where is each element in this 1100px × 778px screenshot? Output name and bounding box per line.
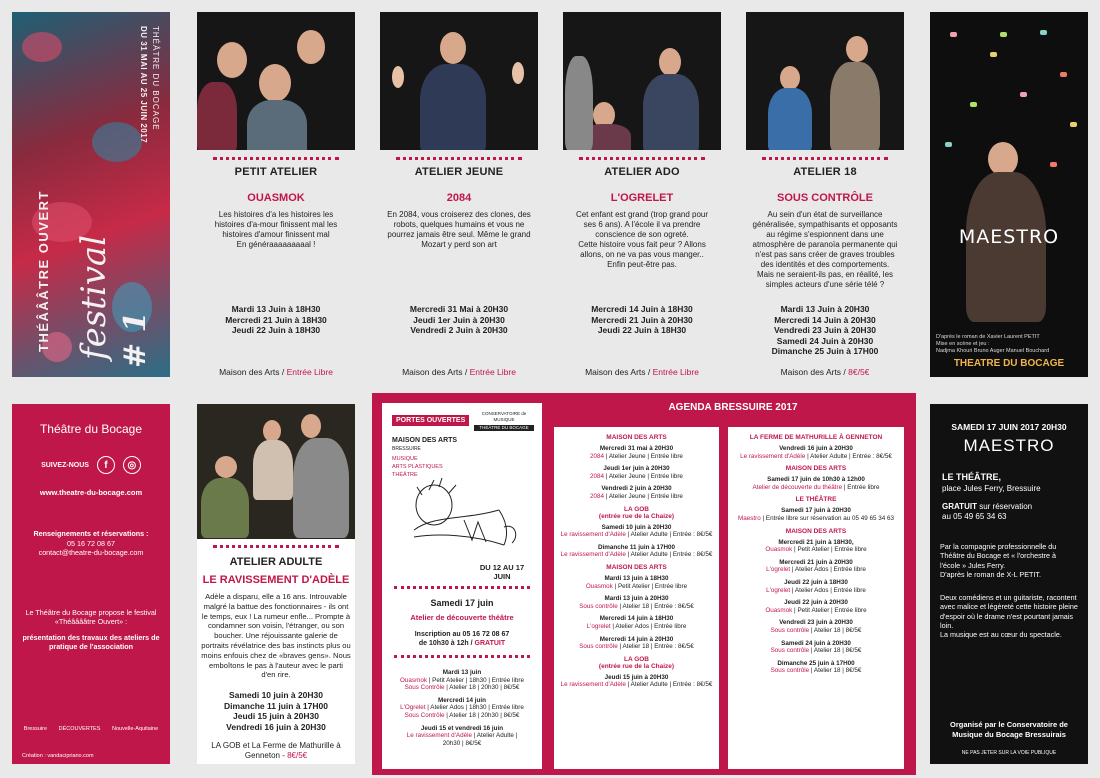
agenda-entry: Vendredi 16 juin à 20H30 Le ravissement d'Adèle | Atelier Adulte | Entrée : 8€/5€ [740, 445, 892, 460]
event-description-1: Par la compagnie professionnelle du Théâtre du Bocage et « l'orchestre à l'école » Jules Ferry. D'après le roman de X-L PETIT. [940, 542, 1057, 579]
agenda-entry: Vendredi 23 juin à 20H30 Sous contrôle | Atelier 18 | 8€/5€ [770, 619, 862, 634]
show-dates: Mercredi 31 Mai à 20H30 Jeudi 1er Juin à 20H30 Vendredi 2 Juin à 20H30 [409, 304, 509, 335]
agenda-entry: Jeudi 22 juin à 18H30 L'ogrelet | Atelier Ados | Entrée libre [766, 578, 866, 594]
portes-ouvertes [382, 403, 542, 769]
atelier-title: Atelier de découverte théâtre [410, 613, 514, 622]
show-description: En 2084, vous croiserez des clones, des robots, quelques humains et vous ne pourrez jamais être seul. Même le grand Mozart y perd son art [387, 210, 531, 249]
cover-festival-number: # 1 [118, 311, 153, 368]
phone-number: 05 16 72 08 67 [67, 538, 115, 548]
contact-info: Renseignements et réservations : 05 16 72 08 67 contact@theatre-du-bocage.com [20, 529, 162, 558]
workshop-petit-atelier [197, 12, 355, 377]
logo-bressuire: Bressuire [23, 726, 48, 732]
workshop-atelier-ado [563, 12, 721, 377]
agenda-entry: Dimanche 11 juin à 17H00 Le ravissement d'Adèle | Atelier Adulte | Entrée : 8€/5€ [560, 543, 713, 559]
workshop-atelier-adulte [197, 404, 355, 764]
show-dates: Samedi 10 juin à 20H30 Dimanche 11 juin à 17H00 Jeudi 15 juin à 20H30 Vendredi 16 juin à 20H30 [224, 690, 328, 732]
agenda-entry: Jeudi 15 juin à 20H30 Le ravissement d'Adèle | Atelier Adulte | Entrée : 8€/5€ [560, 673, 713, 689]
show-place: Maison des Arts / Entrée Libre [402, 367, 516, 377]
poster-footer: THEATRE DU BOCAGE [953, 358, 1065, 369]
decor-blob [92, 122, 142, 162]
decor-blob [22, 32, 62, 62]
show-title: SOUS CONTRÔLE [777, 192, 873, 204]
agenda-entry: Samedi 10 juin à 20H30 Le ravissement d'Adèle | Atelier Adulte | Entrée : 8€/5€ [560, 523, 713, 539]
price: Entrée Libre [652, 367, 699, 377]
partner-logos [18, 726, 164, 732]
agenda-column-1 [554, 427, 719, 769]
agenda-entry: Mercredi 21 juin à 20H30 L'ogrelet | Atelier Ados | Entrée libre [766, 558, 866, 574]
logo-decouvertes: DÉCOUVERTES [58, 726, 101, 732]
cover-dates: DU 31 MAI AU 25 JUIN 2017 [139, 26, 148, 144]
show-title: OUASMOK [247, 192, 305, 204]
photo-atelier-jeune [380, 12, 538, 150]
photo-petit-atelier [197, 12, 355, 150]
dotted-divider [213, 539, 339, 548]
show-description: Adèle a disparu, elle a 16 ans. Introuvable malgré la battue des fonctionnaires - ils ont le temps, eux ! La rumeur enfle... Prompte à condamner son voisin, l'étranger, ou son boucher. Une réjouissante galerie de portraits révélatrice des bas instincts plus ou moins enfouis chez de «braves gens». Nous emboîtons le pas à l'auteur avec le parti d'en rire. [201, 592, 351, 680]
poster-credits: D'après le roman de Xavier Laurent PETIT Mise en scène et jeu : Nadjma Khouri Bruno Auger Manuel Bouchard [936, 334, 1050, 354]
atelier-day: Samedi 17 juin [430, 598, 494, 608]
facebook-icon[interactable]: f [97, 456, 115, 474]
dotted-divider [213, 150, 339, 160]
show-title: L'OGRELET [610, 192, 674, 204]
maestro-poster [930, 12, 1088, 377]
workshop-name: ATELIER JEUNE [414, 166, 504, 178]
price: 8€/5€ [287, 751, 308, 760]
agenda-entry: Jeudi 1er juin à 20H30 2084 | Atelier Jeune | Entrée libre [590, 465, 683, 480]
photo-atelier-18 [746, 12, 904, 150]
dotted-divider [762, 150, 888, 160]
show-dates: Mercredi 14 Juin à 18H30 Mercredi 21 Juin à 20H30 Jeudi 22 Juin à 18H30 [591, 304, 693, 335]
show-description: Au sein d'un état de surveillance généralisée, sympathisants et opposants au régime s'espionnent dans une atmosphère de paranoïa permanente qui n'est pas sans créer de graves troubles des identités et des comportements. Mais ne seraient-ils pas, en réalité, les simples acteurs d'une série télé ? [752, 210, 898, 289]
email-link[interactable]: contact@theatre-du-bocage.com [38, 548, 144, 557]
website-link[interactable]: www.theatre-du-bocage.com [39, 488, 143, 497]
agenda-venue-heading: LE THÉÂTRE [795, 496, 837, 504]
dotted-divider [396, 150, 522, 160]
agenda-venue-heading: MAISON DES ARTS [785, 465, 847, 473]
show-place: Maison des Arts / 8€/5€ [780, 367, 870, 377]
agenda-entry: Mercredi 14 juin à 20H30 Sous contrôle | Atelier 18 | Entrée : 8€/5€ [579, 635, 694, 651]
show-description: Les histoires d'a les histoires les histoires d'a-mour finissent mal les histoires d'amour finissent mal En généraaaaaaaaal ! [214, 210, 338, 249]
agenda-entry: Mercredi 21 juin à 18H30, Ouasmok | Petit Atelier | Entrée libre [765, 538, 867, 554]
price: 8€/5€ [848, 367, 870, 377]
agenda-venue-heading: MAISON DES ARTS [785, 527, 847, 535]
dotted-divider [394, 586, 530, 589]
mid-agenda: Mardi 13 juin Ouasmok | Petit Atelier | 18h30 | Entrée libre Sous Contrôle | Atelier 18 | 20h30 | 8€/5€ Mercredi 14 juin L'Ogrelet | Atelier Ados | 18h30 | Entrée libre Sous Contrôle | Atelier 18 | 20h30 | 8€/5€ Jeudi 15 et vendredi 16 juin Le ravissement d'Adèle | Atelier Adulte | 20h30 | 8€/5€ [400, 669, 524, 747]
reservation-phone: au 05 49 65 34 63 [942, 512, 1007, 521]
agenda-entry: Dimanche 25 juin à 17H00 Sous contrôle | Atelier 18 | 8€/5€ [770, 659, 862, 675]
festival-cover [12, 12, 170, 377]
agenda-entry: Vendredi 2 juin à 20H30 2084 | Atelier Jeune | Entrée libre [590, 485, 683, 500]
photo-atelier-adulte [197, 404, 355, 539]
social-row [12, 456, 170, 474]
agenda-venue-heading: LA GOB (entrée rue de la Chaize) [598, 655, 675, 670]
price: Entrée Libre [286, 367, 333, 377]
event-venue: LE THÉÂTRE, place Jules Ferry, Bressuire [942, 472, 1041, 493]
agenda-venue-heading: MAISON DES ARTS [606, 563, 667, 571]
maestro-info-panel [930, 404, 1088, 764]
show-dates: Mardi 13 Juin à 20H30 Mercredi 14 Juin à 20H30 Vendredi 23 Juin à 20H30 Samedi 24 Juin à 20H30 Dimanche 25 Juin à 17H00 [771, 304, 879, 356]
dotted-divider [394, 655, 530, 658]
agenda-entry: Samedi 17 juin à 20H30 Maestro | Entrée libre sur réservation au 05 49 65 34 63 [737, 507, 894, 522]
agenda-entry: Jeudi 22 juin à 20H30 Ouasmok | Petit Atelier | Entrée libre [765, 599, 867, 614]
agenda-panel [372, 393, 916, 775]
legal-footer: NE PAS JETER SUR LA VOIE PUBLIQUE [961, 750, 1057, 756]
dotted-divider [579, 150, 705, 160]
trumpet-drawing-icon [404, 475, 524, 565]
agenda-entry: Mardi 13 juin à 18H30 Ouasmok | Petit Atelier | Entrée libre [585, 574, 688, 590]
promo-text: Le Théâtre du Bocage propose le festival «Théââââtre Ouvert» : présentation des travaux des ateliers de pratique de l'association [22, 607, 160, 651]
agenda-entry: Mardi 13 juin à 20H30 Sous contrôle | Atelier 18 | Entrée : 8€/5€ [579, 595, 694, 610]
agenda-venue-heading: LA FERME DE MATHURILLE À GENNETON [749, 434, 883, 441]
logo-nouvelle-aquitaine: Nouvelle-Aquitaine [112, 726, 159, 732]
price: Entrée Libre [469, 367, 516, 377]
workshop-name: ATELIER ADO [604, 166, 680, 178]
agenda-entry: Mercredi 14 juin à 18H30 L'ogrelet | Atelier Ados | Entrée libre [586, 615, 687, 630]
event-date: SAMEDI 17 JUIN 2017 20H30 [951, 422, 1067, 432]
workshop-name: ATELIER 18 [793, 166, 857, 178]
atelier-inscription: Inscription au 05 16 72 08 67 de 10h30 à 12h / GRATUIT [414, 631, 510, 647]
show-title: 2084 [446, 192, 472, 204]
portes-dates: DU 12 AU 17 JUIN [479, 563, 525, 581]
agenda-entry: Samedi 24 juin à 20H30 Sous contrôle | Atelier 18 | 8€/5€ [770, 639, 862, 655]
cover-company: THÉÂTRE DU BOCAGE [151, 26, 160, 131]
partner-logos [474, 411, 534, 431]
show-dates: Mardi 13 Juin à 18H30 Mercredi 21 Juin à 18H30 Jeudi 22 Juin à 18H30 [225, 304, 327, 335]
logo-conservatoire: CONSERVATOIRE de MUSIQUE [481, 411, 527, 422]
event-description-2: Deux comédiens et un guitariste, racontent avec malice et légèreté cette histoire pleine d'espoir où le drame n'est pourtant jamais loin. La musique est au cœur du spectacle. [940, 593, 1078, 640]
show-place: LA GOB et La Ferme de Mathurille à Genneton - 8€/5€ [211, 741, 341, 760]
poster-title: MAESTRO [958, 226, 1060, 248]
company-name: Théâtre du Bocage [39, 422, 143, 436]
workshop-atelier-jeune [380, 12, 538, 377]
design-credit: Création : vandacipriano.com [22, 753, 94, 759]
show-place: Maison des Arts / Entrée Libre [585, 367, 699, 377]
event-reservation: GRATUIT sur réservation au 05 49 65 34 63 [942, 502, 1088, 522]
organizer: Organisé par le Conservatoire de Musique du Bocage Bressuirais [950, 720, 1068, 739]
agenda-title: AGENDA BRESSUIRE 2017 [668, 402, 798, 413]
venue-block: MAISON DES ARTS BRESSUIRE MUSIQUE ARTS PLASTIQUES THÉÂTRE [392, 437, 458, 478]
contact-panel [12, 404, 170, 764]
agenda-column-2 [728, 427, 904, 769]
instagram-icon[interactable]: ◎ [123, 456, 141, 474]
show-place: Maison des Arts / Entrée Libre [219, 367, 333, 377]
cover-festival-word: festival [74, 234, 114, 360]
follow-label: SUIVEZ-NOUS [41, 461, 89, 469]
cover-festival-name: THÉÂÂÂTRE OUVERT [36, 190, 51, 352]
logo-theatre: THÉÂTRE DU BOCAGE [474, 425, 534, 431]
show-title: LE RAVISSEMENT D'ADÈLE [202, 574, 350, 586]
event-title: MAESTRO [963, 436, 1055, 455]
workshop-atelier-18 [746, 12, 904, 377]
show-description: Cet enfant est grand (trop grand pour ses 6 ans). A l'école il va prendre conscience de son ogreté. Cette histoire vous fait peur ? Allons allons, on ne va pas vous manger.. Enfin peut-être pas. [575, 210, 709, 269]
agenda-venue-heading: MAISON DES ARTS [606, 434, 667, 441]
workshop-name: PETIT ATELIER [234, 166, 318, 178]
agenda-entry: Mercredi 31 mai à 20H30 2084 | Atelier Jeune | Entrée libre [590, 445, 683, 460]
agenda-venue-heading: LA GOB (entrée rue de la Chaize) [598, 505, 675, 520]
workshop-name: ATELIER ADULTE [229, 556, 323, 568]
photo-atelier-ado [563, 12, 721, 150]
portes-badge: PORTES OUVERTES [392, 415, 469, 426]
agenda-entry: Samedi 17 juin de 10h30 à 12h00 Atelier de découverte du théâtre | Entrée libre [752, 476, 880, 491]
